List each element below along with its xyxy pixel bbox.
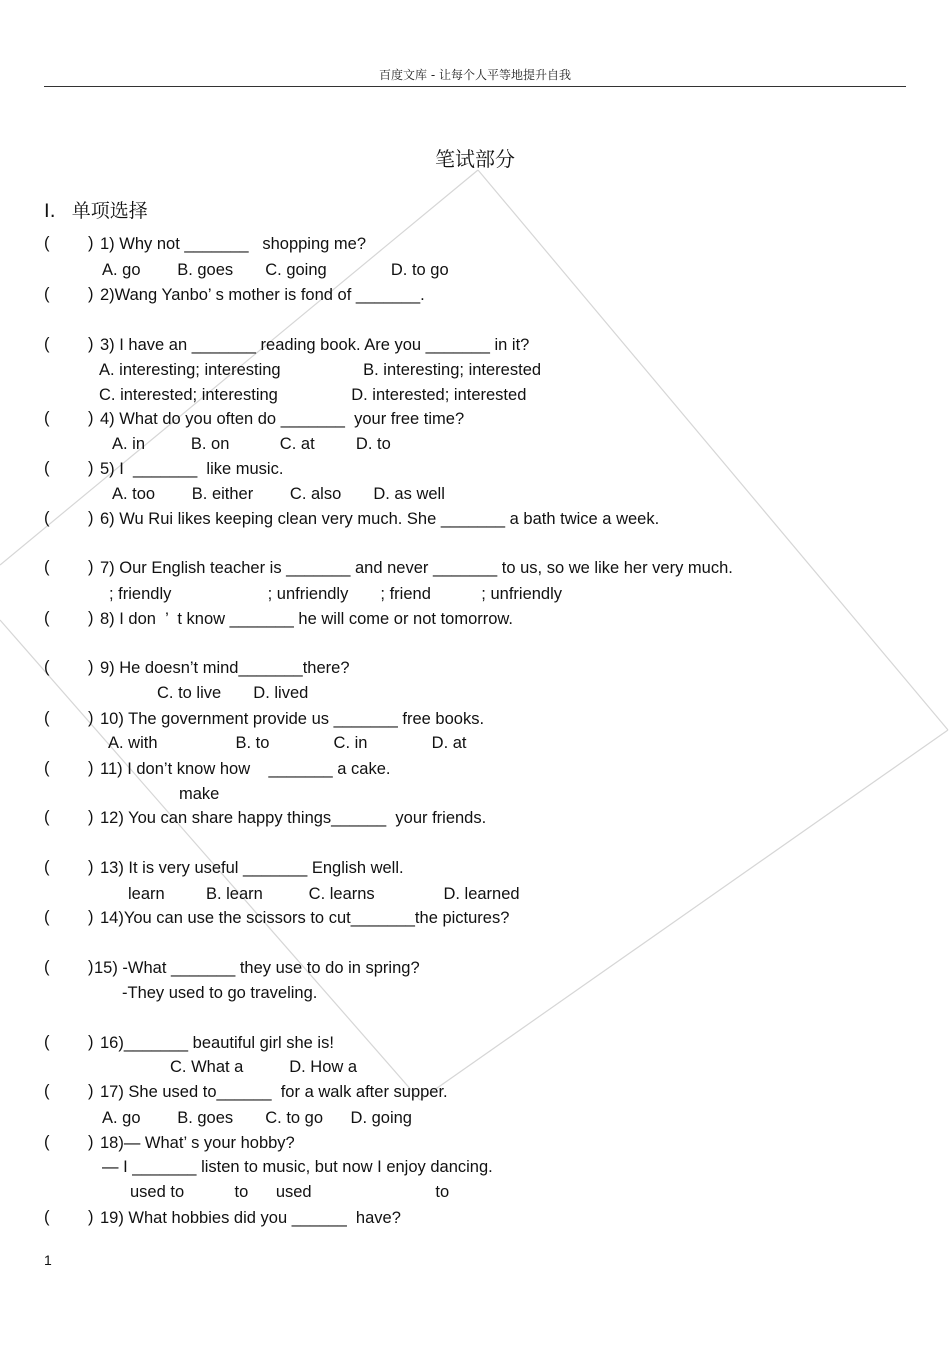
answer-bracket-close: ) xyxy=(88,808,94,826)
page-title: 笔试部分 xyxy=(435,147,515,171)
question-q15: 15) -What _______ they use to do in spring? xyxy=(94,959,420,977)
options-q10-opts: A. with B. to C. in D. at xyxy=(108,734,467,752)
answer-bracket-close: ) xyxy=(88,509,94,527)
question-q7: 7) Our English teacher is _______ and never _______ to us, so we like her very much. xyxy=(100,559,733,577)
answer-bracket-open: ( xyxy=(44,1208,50,1226)
answer-bracket-open: ( xyxy=(44,1033,50,1051)
answer-bracket-close: ) xyxy=(88,1133,94,1151)
answer-bracket-close: ) xyxy=(88,658,94,676)
page-number: 1 xyxy=(44,1252,52,1268)
answer-bracket-open: ( xyxy=(44,285,50,303)
answer-bracket-open: ( xyxy=(44,234,50,252)
answer-bracket-close: ) xyxy=(88,1082,94,1100)
answer-bracket-open: ( xyxy=(44,509,50,527)
question-q8: 8) I don ’ t know _______ he will come or not tomorrow. xyxy=(100,610,514,628)
answer-bracket-open: ( xyxy=(44,609,50,627)
options-q18-ans: — I _______ listen to music, but now I enjoy dancing. xyxy=(102,1158,493,1176)
answer-bracket-close: ) xyxy=(88,958,94,976)
options-q4-opts: A. in B. on C. at D. to xyxy=(112,435,391,453)
page-header: 百度文库 - 让每个人平等地提升自我 xyxy=(379,68,571,82)
question-q6: 6) Wu Rui likes keeping clean very much. She _______ a bath twice a week. xyxy=(100,510,660,528)
answer-bracket-open: ( xyxy=(44,558,50,576)
options-q7-opts: ; friendly ; unfriendly ; friend ; unfriendly xyxy=(109,585,563,603)
answer-bracket-open: ( xyxy=(44,759,50,777)
question-q9: 9) He doesn’t mind_______there? xyxy=(100,659,350,677)
answer-bracket-close: ) xyxy=(88,459,94,477)
question-q3: 3) I have an _______ reading book. Are you _______ in it? xyxy=(100,336,530,354)
section-heading xyxy=(44,196,148,223)
question-q13: 13) It is very useful _______ English well. xyxy=(100,859,404,877)
question-q17: 17) She used to______ for a walk after supper. xyxy=(100,1083,448,1101)
options-q17-opts: A. go B. goes C. to go D. going xyxy=(102,1109,412,1127)
answer-bracket-open: ( xyxy=(44,958,50,976)
answer-bracket-open: ( xyxy=(44,658,50,676)
question-q10: 10) The government provide us _______ free books. xyxy=(100,710,485,728)
answer-bracket-close: ) xyxy=(88,759,94,777)
question-q18: 18)— What’ s your hobby? xyxy=(100,1134,295,1152)
options-q13-opts: learn B. learn C. learns D. learned xyxy=(128,885,520,903)
options-q3-opts-a: A. interesting; interesting B. interesting; interested xyxy=(99,361,542,379)
answer-bracket-open: ( xyxy=(44,459,50,477)
options-q18-opts: used to to used to xyxy=(130,1183,450,1201)
question-q4: 4) What do you often do _______ your free time? xyxy=(100,410,465,428)
options-q9-opts: C. to live D. lived xyxy=(157,684,309,702)
answer-bracket-open: ( xyxy=(44,409,50,427)
options-q1-opts: A. go B. goes C. going D. to go xyxy=(102,261,449,279)
answer-bracket-open: ( xyxy=(44,1133,50,1151)
answer-bracket-close: ) xyxy=(88,234,94,252)
question-q12: 12) You can share happy things______ your friends. xyxy=(100,809,487,827)
answer-bracket-close: ) xyxy=(88,335,94,353)
answer-bracket-close: ) xyxy=(88,709,94,727)
answer-bracket-close: ) xyxy=(88,908,94,926)
answer-bracket-open: ( xyxy=(44,1082,50,1100)
question-q5: 5) I _______ like music. xyxy=(100,460,284,478)
header-divider xyxy=(44,86,906,87)
question-q16: 16)_______ beautiful girl she is! xyxy=(100,1034,334,1052)
answer-bracket-open: ( xyxy=(44,858,50,876)
answer-bracket-close: ) xyxy=(88,609,94,627)
options-q16-opts: C. What a D. How a xyxy=(170,1058,358,1076)
answer-bracket-close: ) xyxy=(88,285,94,303)
answer-bracket-open: ( xyxy=(44,335,50,353)
question-q14: 14)You can use the scissors to cut_______the pictures? xyxy=(100,909,510,927)
question-q11: 11) I don’t know how _______ a cake. xyxy=(100,760,391,778)
options-q11-opts: make xyxy=(179,785,220,803)
answer-bracket-close: ) xyxy=(88,858,94,876)
answer-bracket-close: ) xyxy=(88,1033,94,1051)
section-numeral: I. xyxy=(44,200,56,222)
question-q2: 2)Wang Yanbo’ s mother is fond of _______. xyxy=(100,286,425,304)
answer-bracket-open: ( xyxy=(44,808,50,826)
options-q15-ans: -They used to go traveling. xyxy=(122,984,318,1002)
question-q19: 19) What hobbies did you ______ have? xyxy=(100,1209,401,1227)
options-q3-opts-c: C. interested; interesting D. interested; interested xyxy=(99,386,527,404)
answer-bracket-close: ) xyxy=(88,1208,94,1226)
options-q5-opts: A. too B. either C. also D. as well xyxy=(112,485,445,503)
answer-bracket-open: ( xyxy=(44,709,50,727)
answer-bracket-open: ( xyxy=(44,908,50,926)
question-q1: 1) Why not _______ shopping me? xyxy=(100,235,367,253)
section-label: 单项选择 xyxy=(71,200,148,222)
answer-bracket-close: ) xyxy=(88,409,94,427)
answer-bracket-close: ) xyxy=(88,558,94,576)
